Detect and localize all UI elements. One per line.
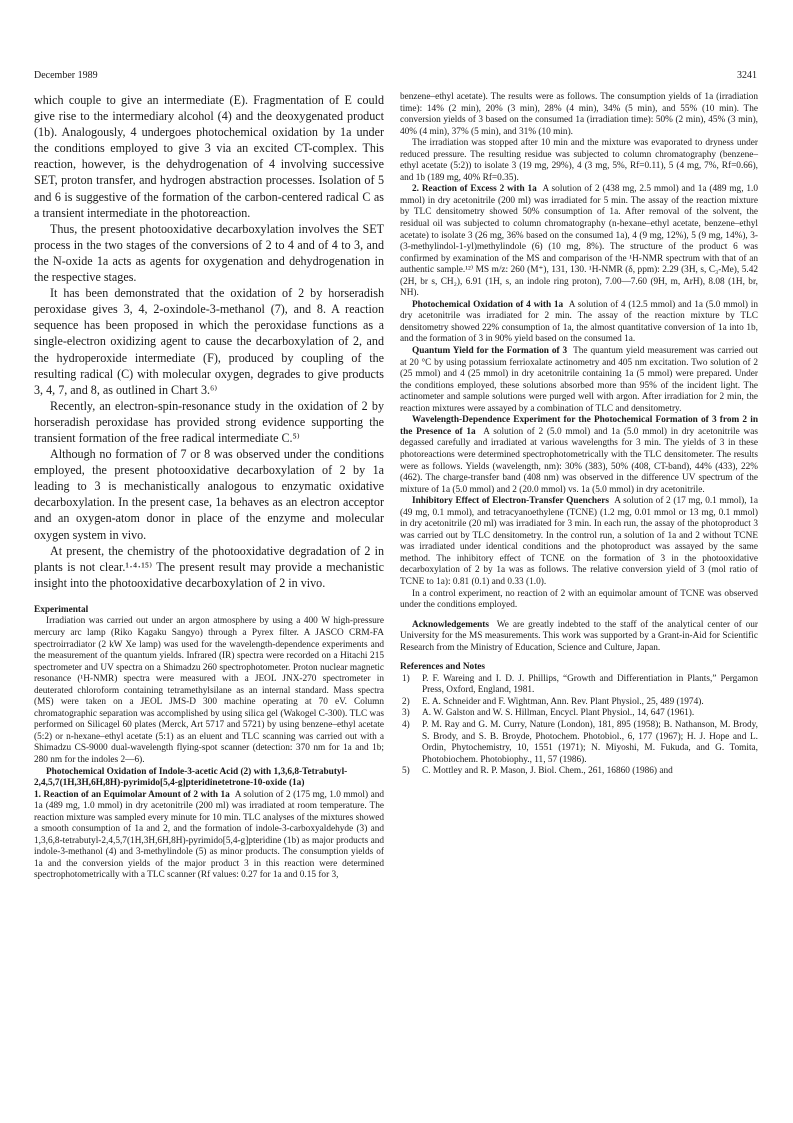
paragraph-body: A solution of 2 (17 mg, 0.1 mmol), 1a (49 mg, 0.1 mmol), and tetracyanoethylene (TCNE) (1.2 mg, 0.01 mmol or 13 mg, 0.1 mmol) in dry acetonitrile (20 ml) was irradiated for 3 min. In each run, the assay of the photoproduct 3 was carried out by TLC densitometry. In the control run, a solution of 1a and 2 without TCNE was irradiated under identical conditions and the photoproduct was assayed by the same method. The inhibitory effect of TCNE on the formation of 3 in the photooxidative decarboxylation of 2 by 1a was as follows. The relative conversion yield of 3 (mol ratio of TCNE to 1a): 0.81 (0.1) and 0.33 (1.0). xyxy=(400,496,758,587)
run-in-heading: 1. Reaction of an Equimolar Amount of 2 with 1a xyxy=(34,789,230,800)
paragraph: At present, the chemistry of the photooxidative degradation of 2 in plants is not clear.¹·⁴·¹⁵⁾ The present result may provide a mechanistic insight into the photooxidative decarboxylation of 2 in vivo. xyxy=(34,543,384,590)
left-column xyxy=(34,92,384,882)
paragraph: Thus, the present photooxidative decarboxylation involves the SET process in the two stages of the conversions of 2 to 4 and of 4 to 3, and the N-oxide 1a acts as agents for oxygenation and dehydrogenation in the respective stages. xyxy=(34,221,384,285)
right-column xyxy=(400,92,758,778)
paragraph-body: We are greatly indebted to the staff of the analytical center of our University for the MS measurements. This work was supported by a Grant-in-Aid for Scientific Research from the Ministry of Education, Science and Culture, Japan. xyxy=(400,619,758,653)
paragraph: benzene–ethyl acetate). The results were as follows. The consumption yields of 1a (irradiation time): 14% (2 min), 20% (3 min), 28% (4 min), 34% (5 min), and 55% (10 min). The conversion yields of 3 based on the consumed 1a (irradiation time): 50% (2 min), 45% (3 min), 40% (4 min), 37% (5 min), and 31% (10 min). xyxy=(400,92,758,137)
run-in-heading: Photochemical Oxidation of 4 with 1a xyxy=(412,299,564,310)
reference-number: 5) xyxy=(402,766,410,777)
paragraph-body: A solution of 2 (5.0 mmol) and 1a (5.0 mmol) in dry acetonitrile was degassed carefully and irradiated at various wavelengths for 3 min. The yields of 3 in these photoreactions were determined spectrophotometrically with the TLC densitometer. The results were as follows. Yields (wavelength, nm): 30% (383), 50% (408, CT-band), 44% (433), 22% (462). The charge-transfer band (408 nm) was observed in the difference UV spectrum of the mixture of 1a (5.0 mmol) and 2 (20.0 mmol) vs. 1a (5.0 mmol) in dry acetonitrile. xyxy=(400,426,758,495)
reference-item xyxy=(400,697,758,709)
paragraph: In a control experiment, no reaction of 2 with an equimolar amount of TCNE was observed under the conditions employed. xyxy=(400,588,758,611)
discussion-text xyxy=(34,92,384,591)
paragraph xyxy=(34,790,384,882)
reference-number: 1) xyxy=(402,673,410,684)
paragraph-body: A solution of 2 (438 mg, 2.5 mmol) and 1a (489 mg, 1.0 mmol) in dry acetonitrile (200 ml) was irradiated for 5 min. The assay of the reaction mixture by TLC densitometry showed 50% consumption of 1a. After removal of the solvent, the residual oil was subjected to column chromatography (n-hexane–ethyl acetate, benzene–ethyl acetate) to isolate 3 (26 mg, 36% based on the consumed 1a), 4 (9 mg, 12%), 5 (9 mg, 14%), 3-(3-methylindol-1-yl)methylindole (6) (10 mg, 8%). The structure of the product 6 was confirmed by examination of the MS and comparison of the ¹H-NMR spectrum with that of an authentic sample.¹²⁾ MS m/z: 260 (M⁺), 131, 130. ¹H-NMR (δ, ppm): 2.29 (3H, s, C₃-Me), 5.42 (2H, br s, CH₂), 6.91 (1H, s, an indole ring proton), 7.00—7.60 (9H, m, ArH), 8.08 (1H, br, NH). xyxy=(400,184,758,299)
reference-item xyxy=(400,766,758,778)
reference-text: P. M. Ray and G. M. Curry, Nature (London), 181, 895 (1958); B. Nathanson, M. Brody, S. Brody, and S. B. Broyde, Photochem. Photobiol., 6, 177 (1967); H. J. Hope and L. Ordin, Phytochemistry, 10, 1551 (1971); N. Miyoshi, M. Fukuda, and G. Tomita, Photobiochem. Photobiophy., 11, 57 (1986). xyxy=(422,719,758,765)
run-in-heading: Quantum Yield for the Formation of 3 xyxy=(412,346,568,357)
reference-item xyxy=(400,720,758,766)
paragraph: which couple to give an intermediate (E). Fragmentation of E could give rise to the intermediary alcohol (4) and the deoxygenated product (1b). Analogously, 4 undergoes photochemical oxidation by 1a under the conditions employed to give 3 via an excited CT-complex. This reaction, however, is the dehydrogenation of 4 involving successive SET, proton transfer, and hydrogen abstraction processes. Isolation of 5 and 6 is suggestive of the formation of the carbon-centered radical C as a transient intermediate in the photoreaction. xyxy=(34,93,384,220)
reference-text: A. W. Galston and W. S. Hillman, Encycl. Plant Physiol., 14, 647 (1961). xyxy=(422,708,695,719)
paragraph: It has been demonstrated that the oxidation of 2 by horseradish peroxidase gives 3, 4, 2-oxindole-3-methanol (7), and 8. A reaction sequence has been proposed in which the peroxidase functions as a single-electron oxidizing agent to cause the decarboxylation of 2, and the hydroperoxide intermediate (F), produced by coupling of the resulting radical (C) with molecular oxygen, degrades to give products 3, 4, 7, and 8, as outlined in Chart 3.⁶⁾ xyxy=(34,286,384,397)
run-in-heading: Acknowledgements xyxy=(412,619,489,630)
acknowledgements xyxy=(400,620,758,655)
paragraph xyxy=(400,300,758,346)
paragraph: Recently, an electron-spin-resonance study in the oxidation of 2 by horseradish peroxidase has provided strong evidence supporting the transient formation of the free radical intermediate C.⁵⁾ xyxy=(34,398,384,445)
subsection-heading: Photochemical Oxidation of Indole-3-acetic Acid (2) with 1,3,6,8-Tetrabutyl-2,4,5,7(1H,3H,6H,8H)-pyrimido[5,4-g]pteridinetetrone-10-oxide (1a) xyxy=(34,766,348,789)
experimental-section xyxy=(34,605,384,882)
reference-text: C. Mottley and R. P. Mason, J. Biol. Chem., 261, 16860 (1986) and xyxy=(422,766,673,777)
paragraph-body: A solution of 4 (12.5 mmol) and 1a (5.0 mmol) in dry acetonitrile was irradiated for 2 min. The assay of the reaction mixture by TLC densitometry showed 22% consumption of 1a, the almost quantitative conversion of 1a into 1b, and the formation of 3 in 90% yield based on the consumed 1a. xyxy=(400,299,758,345)
header-date: December 1989 xyxy=(34,70,98,81)
reference-item xyxy=(400,708,758,720)
running-header xyxy=(34,70,757,81)
page-number: 3241 xyxy=(737,70,757,81)
run-in-heading: 2. Reaction of Excess 2 with 1a xyxy=(412,184,537,195)
paragraph xyxy=(400,496,758,588)
reference-text: E. A. Schneider and F. Wightman, Ann. Rev. Plant Physiol., 25, 489 (1974). xyxy=(422,696,704,707)
paragraph-body: A solution of 2 (175 mg, 1.0 mmol) and 1a (489 mg, 1.0 mmol) in dry acetonitrile (200 ml) was irradiated at room temperature. The reaction mixture was sampled every minute for 10 min. TLC analyses of the mixtures showed a smooth consumption of 1a and 2, and the formation of indole-3-carboxyaldehyde (3) and 1,3,6,8-tetrabutyl-2,4,5,7(1H,3H,6H,8H)-pyrimido[5,4-g]pteridine (1b) as major products and indole-3-methanol (4) and 3-methylindole (5) as minor products. The consumption yields of 1a and the conversion yields of the major product 3 in this reaction were determined spectrophotometrically with a TLC scanner (Rf values: 0.27 for 1a and 0.15 for 3, xyxy=(34,789,384,881)
reference-number: 2) xyxy=(402,696,410,707)
references-heading: References and Notes xyxy=(400,662,486,673)
section-heading: Experimental xyxy=(34,604,89,615)
paragraph xyxy=(400,346,758,415)
reference-text: P. F. Wareing and I. D. J. Phillips, “Growth and Differentiation in Plants,” Pergamon Press, Oxford, England, 1981. xyxy=(422,673,758,696)
run-in-heading: Inhibitory Effect of Electron-Transfer Quenchers xyxy=(412,496,609,507)
reference-number: 4) xyxy=(402,719,410,730)
paragraph xyxy=(400,415,758,496)
reference-number: 3) xyxy=(402,708,410,719)
paragraph: Irradiation was carried out under an argon atmosphere by using a 400 W high-pressure mercury arc lamp (Riko Kagaku Sangyo) through a Pyrex filter. A JASCO CRM-FA spectroirradiator (2 kW Xe lamp) was used for the wavelength-dependence experiments and the measurement of the quantum yields. Infrared (IR) spectra were recorded on a Hitachi 215 spectrometer and UV spectra on a Shimadzu 260 spectrophotometer. Proton nuclear magnetic resonance (¹H-NMR) spectra were measured with a JEOL JNX-270 spectrometer in deuterated chloroform containing tetramethylsilane as an internal standard. Mass spectra (MS) were taken on a JEOL JMS-D 300 machine operating at 70 eV. Column chromatographic separation was accomplished by using silica gel (Wakogel C-300). TLC was performed on Silicagel 60 plates (Merck, Art 5717 and 5721) by using benzene–ethyl acetate (5:2) or n-hexane–ethyl acetate (5:1) as an eluent and TLC scanning was carried out with a Shimadzu CS-9000 dual-wavelength flying-spot scanner (detection: 370 nm for 1a and 1b; 280 nm for the indoles 2—6). xyxy=(34,616,384,766)
reference-list xyxy=(400,674,758,778)
run-in-heading: Wavelength-Dependence Experiment for the Photochemical Formation of 3 from 2 in the Presence of 1a xyxy=(400,415,758,437)
paragraph xyxy=(400,184,758,299)
reference-item xyxy=(400,674,758,697)
paragraph: The irradiation was stopped after 10 min and the mixture was evaporated to dryness under reduced pressure. The resulting residue was subjected to column chromatography (benzene–ethyl acetate (5:2)) to isolate 3 (19 mg, 29%), 4 (3 mg, 5%, Rf=0.11), 5 (4 mg, 7%, Rf=0.66), and 1b (189 mg, 40% Rf=0.35). xyxy=(400,138,758,183)
paragraph-body: The quantum yield measurement was carried out at 20 °C by using potassium ferrioxalate actinometry and 405 nm excitation. Two solution of 2 (25 mmol) and 4 (25 mmol) in dry acetonitrile containing 1a (5 mmol) were prepared. Under the conditions employed, these solutions absorbed more than 95% of the incident light. The actinometer and sample solutions were purged well with argon. After irradiation for 2 min, the reaction mixtures were assayed by a combination of TLC and densitometry. xyxy=(400,346,758,414)
paragraph: Although no formation of 7 or 8 was observed under the conditions employed, the present photooxidative decarboxylation of 2 by 1a leading to 3 is mechanistically analogous to enzymatic oxidative decarboxylation. In the present case, 1a behaves as an electron acceptor and an oxygen-atom donor in place of the enzyme and molecular oxygen system in vivo. xyxy=(34,447,384,542)
